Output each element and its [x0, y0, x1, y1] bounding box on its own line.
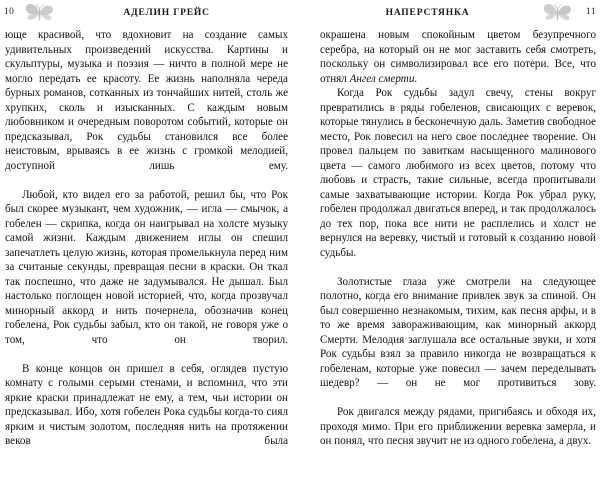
right-text-column [320, 28, 596, 449]
right-page [300, 0, 600, 490]
left-running-title: АДЕЛИН ГРЕЙС [123, 8, 210, 18]
butterfly-ornament-icon [541, 2, 575, 24]
paragraph: Золотистые глаза уже смотрели на следующее полотно, когда его внимание привлек звук за спиной. Он был совершенно незнакомым, тихим, как песня арфы, и в то же время завораживающим, как минорный аккорд Смерти. Мелодия заглушала все остальные звуки, и хотя Рок судьбы взял за правило никогда не возвращаться к гобеленам, которые уже повесил — зачем переделывать шедевр? — он не мог противиться зову. [320, 275, 596, 390]
paragraph-text-before-italic: окрашена новым спокойным цветом безупречного серебра, на который он не мог заставить себя смотреть, поскольку он символизировал все его потери. Все, что отнял [320, 29, 596, 85]
paragraph: юще красивой, что вдохновит на создание самых удивительных произведений искусства. Картины и скульптуры, музыка и поэзия — ничто в полной мере не могло передать ее красоту. Ее жизнь наполняла череда бурных романов, сотканных из тончайших нитей, столь же хрупких, сколь и изысканных. С каждым новым любовником и очередным поворотом событий, которые он предсказывал, Рок судьбы становился все более неистовым, врываясь в ее жизнь с громкой мелодией, доступной лишь ему. [5, 29, 288, 172]
butterfly-ornament-icon [23, 2, 57, 24]
left-text-column [5, 28, 288, 463]
paragraph-text-after-italic: . [414, 72, 418, 85]
paragraph: В конце концов он пришел в себя, оглядев пустую комнату с голыми серыми стенами, и вспомнил, что эти яркие краски принадлежат не ему, а тем, чьи истории он предсказывал. Ибо, хотя гобелен Рока судьбы когда-то сиял ярким и чистым золотом, последняя нить на протяжении веков была [5, 362, 288, 448]
paragraph: Рок двигался между рядами, пригибаясь и обходя их, проходя мимо. При его приближении веревка замерла, и он понял, что песня звучит не из одного гобелена, а двух. [320, 406, 596, 448]
right-running-title: НАПЕРСТЯНКА [385, 8, 470, 18]
paragraph: Когда Рок судьбы задул свечу, стены вокруг превратились в ряды гобеленов, свисающих с веревок, которые тянулись в бесконечную даль. Заметив свободное место, Рок повесил на него свое последнее творение. Он провел пальцем по завиткам насыщенного малинового цвета — самого любимого из всех цветов, потому что любовь и страсть, такие сильные, всегда пропитывали самые захватывающие истории. Когда Рок убрал руку, гобелен продолжал двигаться вперед, и так продолжалось до тех пор, пока все нити не расплелись и холст не вернулся на веревку, чистый и готовый к созданию новой судьбы. [320, 87, 596, 259]
italic-phrase: Ангел смерти [349, 72, 415, 85]
paragraph: Любой, кто видел его за работой, решил бы, что Рок был скорее музыкант, чем художник, — игла — смычок, а гобелен — скрипка, когда он наигрывал на холсте музыку самой жизни. Каждым движением иглы он спешил запечатлеть целую жизнь, которая промелькнула перед ним за считаные секунды, превращая песни в краски. Он ткал так поспешно, что даже не задумывался. Не дышал. Был настолько поглощен новой историей, что, когда прозвучал минорный аккорд и нить почернела, обозначив конец гобелена, Рок судьбы забыл, кто он такой, не говоря уже о том, что он творил. [5, 188, 288, 346]
left-page-folio: 10 [4, 7, 15, 18]
paragraph [320, 28, 596, 86]
right-running-head [300, 0, 600, 26]
right-page-folio: 11 [586, 7, 596, 18]
left-running-head [0, 0, 300, 26]
